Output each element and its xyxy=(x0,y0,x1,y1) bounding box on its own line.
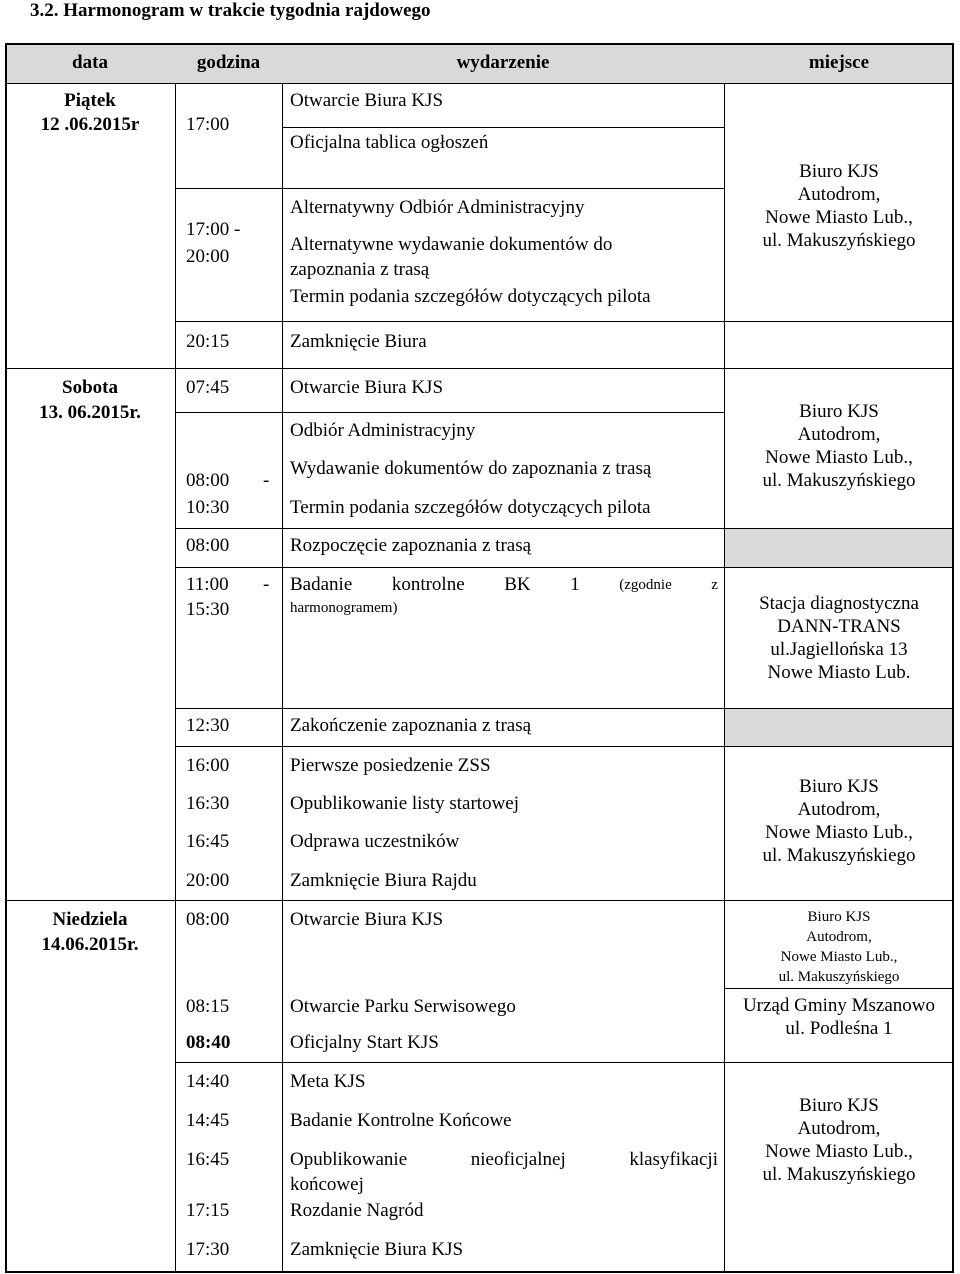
event-cell: zapoznania z trasą xyxy=(290,259,430,280)
time-cell: 12:30 xyxy=(186,715,230,736)
row-divider xyxy=(175,528,954,529)
place-line: ul.Jagiellońska 13 xyxy=(770,639,908,660)
day-date-sunday: 14.06.2015r. xyxy=(41,934,139,955)
event-cell: harmonogramem) xyxy=(290,600,398,616)
event-cell: Wydawanie dokumentów do zapoznania z trasą xyxy=(290,458,652,479)
row-divider xyxy=(5,900,954,901)
time-cell: 08:00 xyxy=(186,535,230,556)
place-line: Biuro KJS xyxy=(799,161,879,182)
event-cell: Termin podania szczegółów dotyczących pilota xyxy=(290,497,651,518)
time-cell: 08:40 xyxy=(186,1032,231,1053)
time-cell: 10:30 xyxy=(186,497,230,518)
event-word: Opublikowanie xyxy=(290,1149,408,1170)
event-word: nieoficjalnej xyxy=(470,1149,566,1170)
place-line: Nowe Miasto Lub., xyxy=(765,447,913,468)
event-cell: Alternatywne wydawanie dokumentów do xyxy=(290,234,613,255)
event-cell: Oficjalna tablica ogłoszeń xyxy=(290,132,489,153)
event-cell: Termin podania szczegółów dotyczących pilota xyxy=(290,286,651,307)
event-cell: Otwarcie Biura KJS xyxy=(290,90,444,111)
place-line: ul. Podleśna 1 xyxy=(785,1018,893,1039)
place-line: ul. Makuszyńskiego xyxy=(762,845,916,866)
shaded-place-cell xyxy=(724,708,954,746)
event-cell: Odbiór Administracyjny xyxy=(290,420,476,441)
time-cell: 14:45 xyxy=(186,1110,230,1131)
place-line: DANN-TRANS xyxy=(777,616,901,637)
event-cell: końcowej xyxy=(290,1174,364,1195)
event-word: BK xyxy=(504,574,531,595)
schedule-table xyxy=(5,43,954,1273)
row-divider xyxy=(5,83,954,84)
event-cell: Alternatywny Odbiór Administracyjny xyxy=(290,197,585,218)
time-cell: 20:15 xyxy=(186,331,230,352)
time-cell: 15:30 xyxy=(186,599,230,620)
day-date-friday: 12 .06.2015r xyxy=(40,114,140,135)
row-divider xyxy=(5,368,954,369)
event-cell: Badanie Kontrolne Końcowe xyxy=(290,1110,512,1131)
time-cell: 16:00 xyxy=(186,755,230,776)
event-word: klasyfikacji xyxy=(629,1149,718,1170)
event-cell-justified xyxy=(290,574,718,596)
row-divider xyxy=(175,567,954,568)
table-border xyxy=(5,1271,954,1273)
time-cell: 16:45 xyxy=(186,831,230,852)
place-line: Biuro KJS xyxy=(799,776,879,797)
day-date-saturday: 13. 06.2015r. xyxy=(39,402,141,423)
place-line: Nowe Miasto Lub. xyxy=(767,662,911,683)
event-word: (zgodnie xyxy=(619,577,672,593)
time-cell: 20:00 xyxy=(186,870,230,891)
time-cell: 07:45 xyxy=(186,377,230,398)
table-border xyxy=(5,43,7,1273)
place-line: ul. Makuszyńskiego xyxy=(778,969,900,985)
time-cell: 16:45 xyxy=(186,1149,230,1170)
event-cell: Meta KJS xyxy=(290,1071,366,1092)
place-line: Nowe Miasto Lub., xyxy=(780,949,898,965)
event-cell: Opublikowanie listy startowej xyxy=(290,793,520,814)
event-cell: Pierwsze posiedzenie ZSS xyxy=(290,755,491,776)
place-line: ul. Makuszyńskiego xyxy=(762,230,916,251)
time-cell: 14:40 xyxy=(186,1071,230,1092)
event-word: Badanie xyxy=(290,574,353,595)
row-divider xyxy=(175,708,954,709)
place-line: ul. Makuszyńskiego xyxy=(762,1164,916,1185)
day-name-sunday: Niedziela xyxy=(52,909,128,930)
place-line: Nowe Miasto Lub., xyxy=(765,207,913,228)
day-name-saturday: Sobota xyxy=(62,377,118,398)
place-line: Urząd Gminy Mszanowo xyxy=(742,995,936,1016)
time-cell: 17:30 xyxy=(186,1239,230,1260)
event-word: kontrolne xyxy=(391,574,465,595)
place-line: Biuro KJS xyxy=(807,909,871,925)
place-line: Autodrom, xyxy=(797,184,881,205)
time-cell: 08:00 xyxy=(186,909,230,930)
event-cell: Zamknięcie Biura KJS xyxy=(290,1239,464,1260)
event-cell: Zamknięcie Biura xyxy=(290,331,427,352)
event-cell-justified xyxy=(290,1149,718,1171)
place-line: Biuro KJS xyxy=(799,1095,879,1116)
time-cell: - xyxy=(263,470,270,491)
event-cell: Odprawa uczestników xyxy=(290,831,460,852)
place-line: Stacja diagnostyczna xyxy=(759,593,919,614)
time-cell: 17:00 - xyxy=(186,219,241,240)
day-name-friday: Piątek xyxy=(64,90,116,111)
event-cell: Rozpoczęcie zapoznania z trasą xyxy=(290,535,532,556)
time-cell: 16:30 xyxy=(186,793,230,814)
event-cell: Rozdanie Nagród xyxy=(290,1200,424,1221)
place-line: Nowe Miasto Lub., xyxy=(765,822,913,843)
event-word: 1 xyxy=(570,574,580,595)
row-divider xyxy=(724,988,954,989)
time-cell: 17:15 xyxy=(186,1200,230,1221)
col-header-event: wydarzenie xyxy=(456,52,550,73)
row-divider xyxy=(175,412,724,413)
row-divider xyxy=(175,1062,954,1063)
table-border xyxy=(5,43,954,45)
shaded-place-cell xyxy=(724,529,954,567)
col-header-time: godzina xyxy=(196,52,261,73)
time-cell: 08:00 xyxy=(186,470,230,491)
place-line: Autodrom, xyxy=(797,424,881,445)
event-cell: Oficjalny Start KJS xyxy=(290,1032,439,1053)
place-line: ul. Makuszyńskiego xyxy=(762,470,916,491)
column-divider xyxy=(282,83,283,1273)
time-cell: 17:00 xyxy=(186,114,230,135)
time-cell: 11:00 xyxy=(186,574,229,595)
column-divider xyxy=(175,83,176,1273)
place-line: Autodrom, xyxy=(797,1118,881,1139)
place-line: Nowe Miasto Lub., xyxy=(765,1141,913,1162)
time-cell: 20:00 xyxy=(186,246,230,267)
time-cell: 08:15 xyxy=(186,996,230,1017)
place-line: Autodrom, xyxy=(806,929,872,945)
row-divider xyxy=(175,188,724,189)
place-line: Biuro KJS xyxy=(799,401,879,422)
event-cell: Otwarcie Biura KJS xyxy=(290,377,444,398)
section-heading: 3.2. Harmonogram w trakcie tygodnia rajdowego xyxy=(30,0,431,21)
col-header-place: miejsce xyxy=(808,52,870,73)
event-word: z xyxy=(711,577,718,593)
event-cell: Otwarcie Biura KJS xyxy=(290,909,444,930)
time-cell: - xyxy=(263,574,270,595)
event-cell: Zamknięcie Biura Rajdu xyxy=(290,870,477,891)
col-header-date: data xyxy=(72,52,108,73)
row-divider xyxy=(282,127,724,128)
row-divider xyxy=(175,321,954,322)
row-divider xyxy=(175,746,954,747)
event-cell: Zakończenie zapoznania z trasą xyxy=(290,715,532,736)
event-cell: Otwarcie Parku Serwisowego xyxy=(290,996,516,1017)
place-line: Autodrom, xyxy=(797,799,881,820)
